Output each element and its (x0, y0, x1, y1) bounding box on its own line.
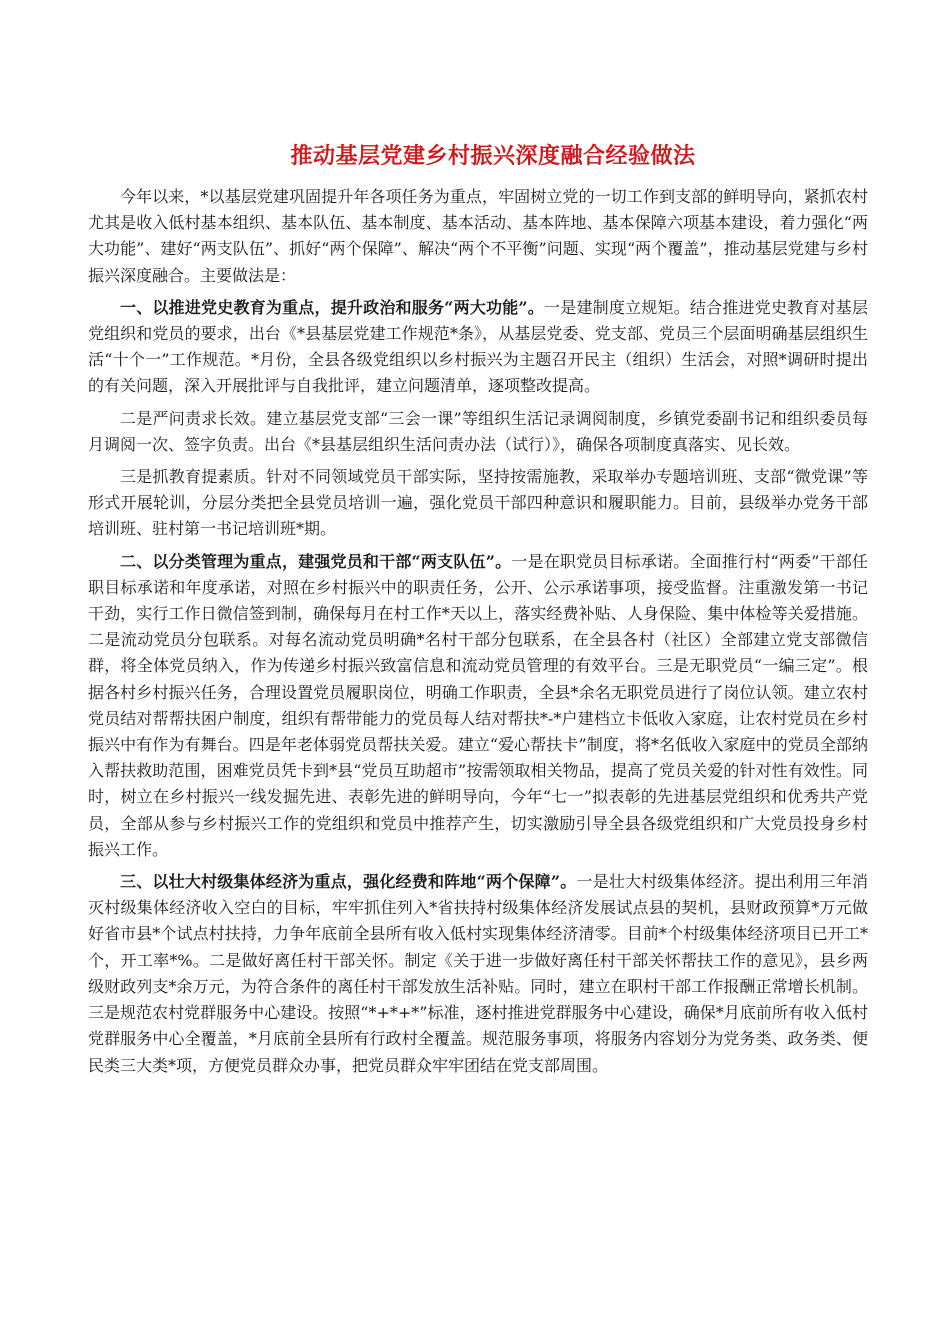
section-2-paragraph (88, 549, 868, 863)
section-1-body: 一是建制度立规矩。结合推进党史教育对基层党组织和党员的要求，出台《*县基层党建工作规范*条》，从基层党委、党支部、党员三个层面明确基层组织生活“十个一”工作规范。*月份，全县各级党组织以乡村振兴为主题召开民主（组织）生活会，对照*调研时提出的有关问题，深入开展批评与自我批评，建立问题清单，逐项整改提高。 (88, 297, 868, 396)
section-2-body: 一是在职党员目标承诺。全面推行村“两委”干部任职目标承诺和年度承诺，对照在乡村振兴中的职责任务，公开、公示承诺事项，接受监督。注重激发第一书记干劲，实行工作日微信签到制，确保每月在村工作*天以上，落实经费补贴、人身保险、集中体检等关爱措施。二是流动党员分包联系。对每名流动党员明确*名村干部分包联系，在全县各村（社区）全部建立党支部微信群，将全体党员纳入，作为传递乡村振兴致富信息和流动党员管理的有效平台。三是无职党员“一编三定”。根据各村乡村振兴任务，合理设置党员履职岗位，明确工作职责，全县*余名无职党员进行了岗位认领。建立农村党员结对帮帮扶困户制度，组织有帮带能力的党员每人结对帮扶*-*户建档立卡低收入家庭，让农村党员在乡村振兴中有作为有舞台。四是年老体弱党员帮扶关爱。建立“爱心帮扶卡”制度，将*名低收入家庭中的党员全部纳入帮扶救助范围，困难党员凭卡到*县“党员互助超市”按需领取相关物品，提高了党员关爱的针对性有效性。同时，树立在乡村振兴一线发掘先进、表彰先进的鲜明导向，今年“七一”拟表彰的先进基层党组织和优秀共产党员，全部从参与乡村振兴工作的党组织和党员中推荐产生，切实激励引导全县各级党组织和广大党员投身乡村振兴工作。 (88, 551, 868, 859)
section-1-paragraph-2: 二是严问责求长效。建立基层党支部“三会一课”等组织生活记录调阅制度，乡镇党委副书记和组织委员每月调阅一次、签字负责。出台《*县基层组织生活问责办法（试行）》，确保各项制度真落实、见长效。 (88, 408, 868, 454)
section-1-heading: 一、以推进党史教育为重点，提升政治和服务“两大功能”。 (120, 297, 545, 317)
section-1-paragraph (88, 295, 868, 400)
section-3-paragraph (88, 869, 868, 1079)
section-2-heading: 二、以分类管理为重点，建强党员和干部“两支队伍”。 (120, 551, 512, 571)
document-title: 推动基层党建乡村振兴深度融合经验做法 (290, 144, 696, 169)
section-1-paragraph-3: 三是抓教育提素质。针对不同领域党员干部实际，坚持按需施教，采取举办专题培训班、支部“微党课”等形式开展轮训，分层分类把全县党员培训一遍，强化党员干部四种意识和履职能力。目前，县级举办党务干部培训班、驻村第一书记培训班*期。 (88, 467, 868, 539)
section-3-body: 一是壮大村级集体经济。提出利用三年消灭村级集体经济收入空白的目标，牢牢抓住列入*省扶持村级集体经济发展试点县的契机，县财政预算*万元做好省市县*个试点村扶持，力争年底前全县所有收入低村实现集体经济清零。目前*个村级集体经济项目已开工*个，开工率*%。二是做好离任村干部关怀。制定《关于进一步做好离任村干部关怀帮扶工作的意见》，县乡两级财政列支*余万元，为符合条件的离任村干部发放生活补贴。同时，建立在职村干部工作报酬正常增长机制。三是规范农村党群服务中心建设。按照“*+*+*”标准，逐村推进党群服务中心建设，确保*月底前所有收入低村党群服务中心全覆盖，*月底前全县所有行政村全覆盖。规范服务事项，将服务内容划分为党务类、政务类、便民类三大类*项，方便党员群众办事，把党员群众牢牢团结在党支部周围。 (88, 872, 868, 1075)
section-3-heading: 三、以壮大村级集体经济为重点，强化经费和阵地“两个保障”。 (120, 872, 577, 892)
intro-paragraph: 今年以来，*以基层党建巩固提升年各项任务为重点，牢固树立党的一切工作到支部的鲜明导向，紧抓农村尤其是收入低村基本组织、基本队伍、基本制度、基本活动、基本阵地、基本保障六项基本建设，着力强化“两大功能”、建好“两支队伍”、抓好“两个保障”、解决“两个不平衡”问题、实现“两个覆盖”，推动基层党建与乡村振兴深度融合。主要做法是： (88, 187, 868, 285)
document-page (88, 140, 868, 1085)
